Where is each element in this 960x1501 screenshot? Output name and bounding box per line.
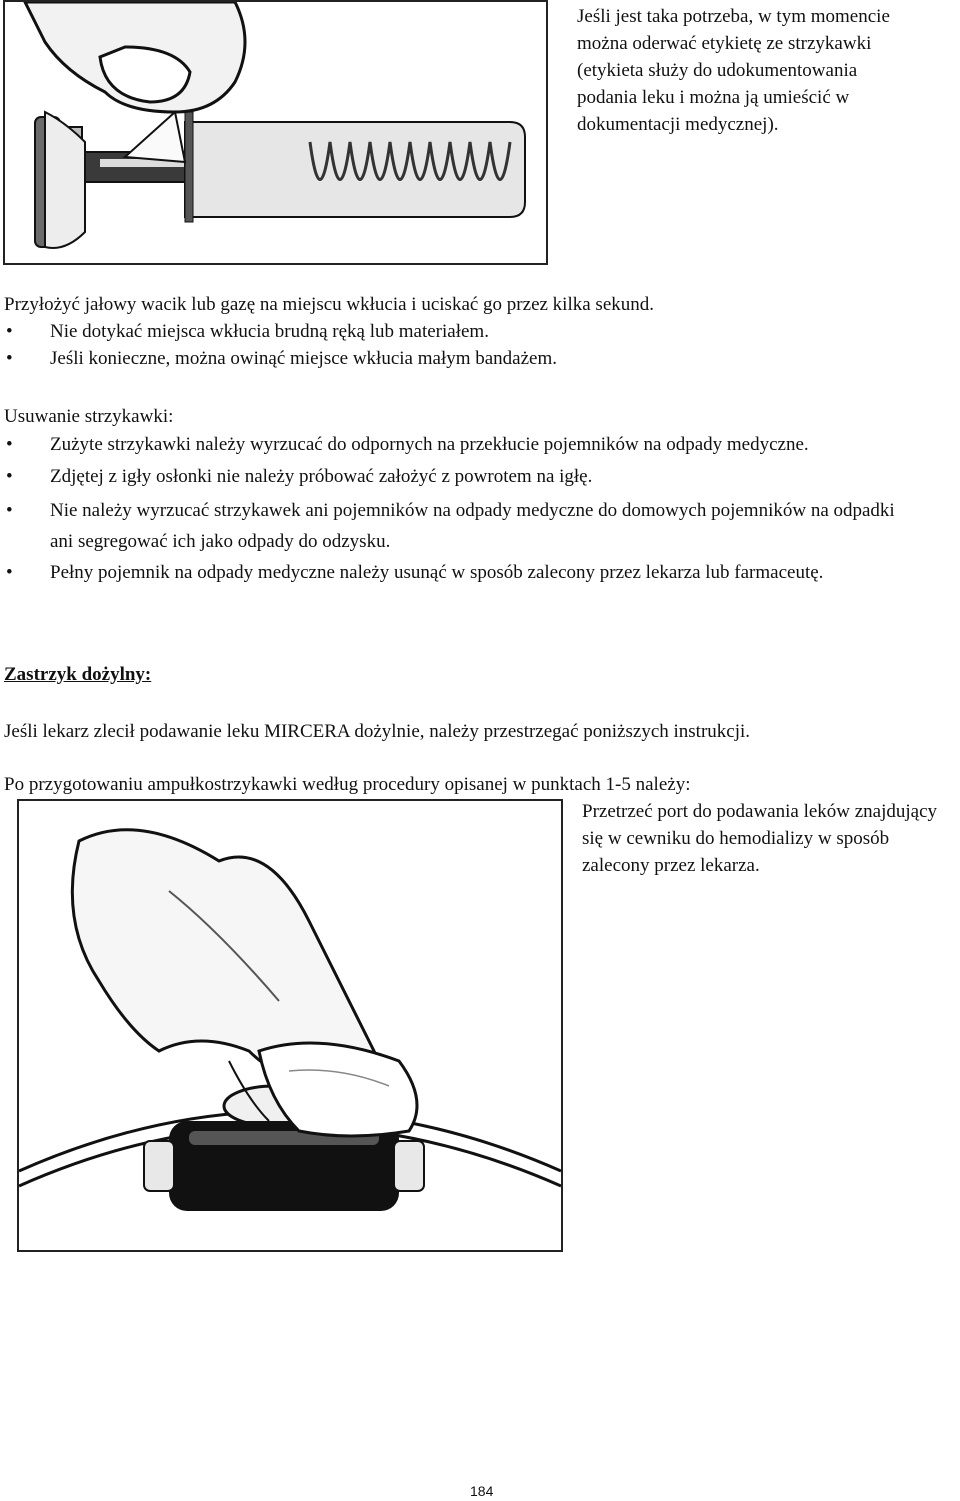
disposal-bullet-3: • Nie należy wyrzucać strzykawek ani pojemników na odpady medyczne do domowych pojemników na odpadki ani segregować ich jako odpady do odzysku.: [0, 495, 900, 559]
figure2-caption: Przetrzeć port do podawania leków znajdujący się w cewniku do hemodializy w sposób zalecony przez lekarza.: [582, 801, 938, 876]
disposal-bullets: [0, 431, 900, 586]
page-number: 184: [470, 1483, 494, 1499]
disposal-title: Usuwanie strzykawki:: [4, 406, 174, 427]
pressure-bullet-1: • Nie dotykać miejsca wkłucia brudną ręką lub materiałem.: [0, 318, 940, 345]
disposal-bullet-2: • Zdjętej z igły osłonki nie należy próbować założyć z powrotem na igłę.: [0, 463, 900, 495]
iv-after-prep: Po przygotowaniu ampułkostrzykawki według procedury opisanej w punktach 1-5 należy:: [4, 774, 691, 795]
iv-heading: Zastrzyk dożylny:: [4, 664, 152, 685]
disposal-bullet-1: • Zużyte strzykawki należy wyrzucać do odpornych na przekłucie pojemników na odpady medyczne.: [0, 431, 900, 463]
pressure-bullet-2: • Jeśli konieczne, można owinąć miejsce wkłucia małym bandażem.: [0, 345, 940, 372]
disposal-bullet-4: • Pełny pojemnik na odpady medyczne należy usunąć w sposób zalecony przez lekarza lub farmaceutę.: [0, 559, 900, 586]
pressure-intro: Przyłożyć jałowy wacik lub gazę na miejscu wkłucia i uciskać go przez kilka sekund.: [4, 294, 654, 315]
catheter-port-illustration: [19, 801, 561, 1250]
figure1-caption: Jeśli jest taka potrzeba, w tym momencie można oderwać etykietę ze strzykawki (etykieta służy do udokumentowania podania leku i można ją umieścić w dokumentacji medycznej).: [577, 6, 890, 135]
syringe-illustration: [5, 2, 546, 263]
pressure-bullets: [0, 318, 940, 372]
iv-instruction: Jeśli lekarz zlecił podawanie leku MIRCERA dożylnie, należy przestrzegać poniższych instrukcji.: [4, 721, 751, 742]
syringe-label-figure: [3, 0, 548, 265]
catheter-port-figure: [17, 799, 563, 1252]
